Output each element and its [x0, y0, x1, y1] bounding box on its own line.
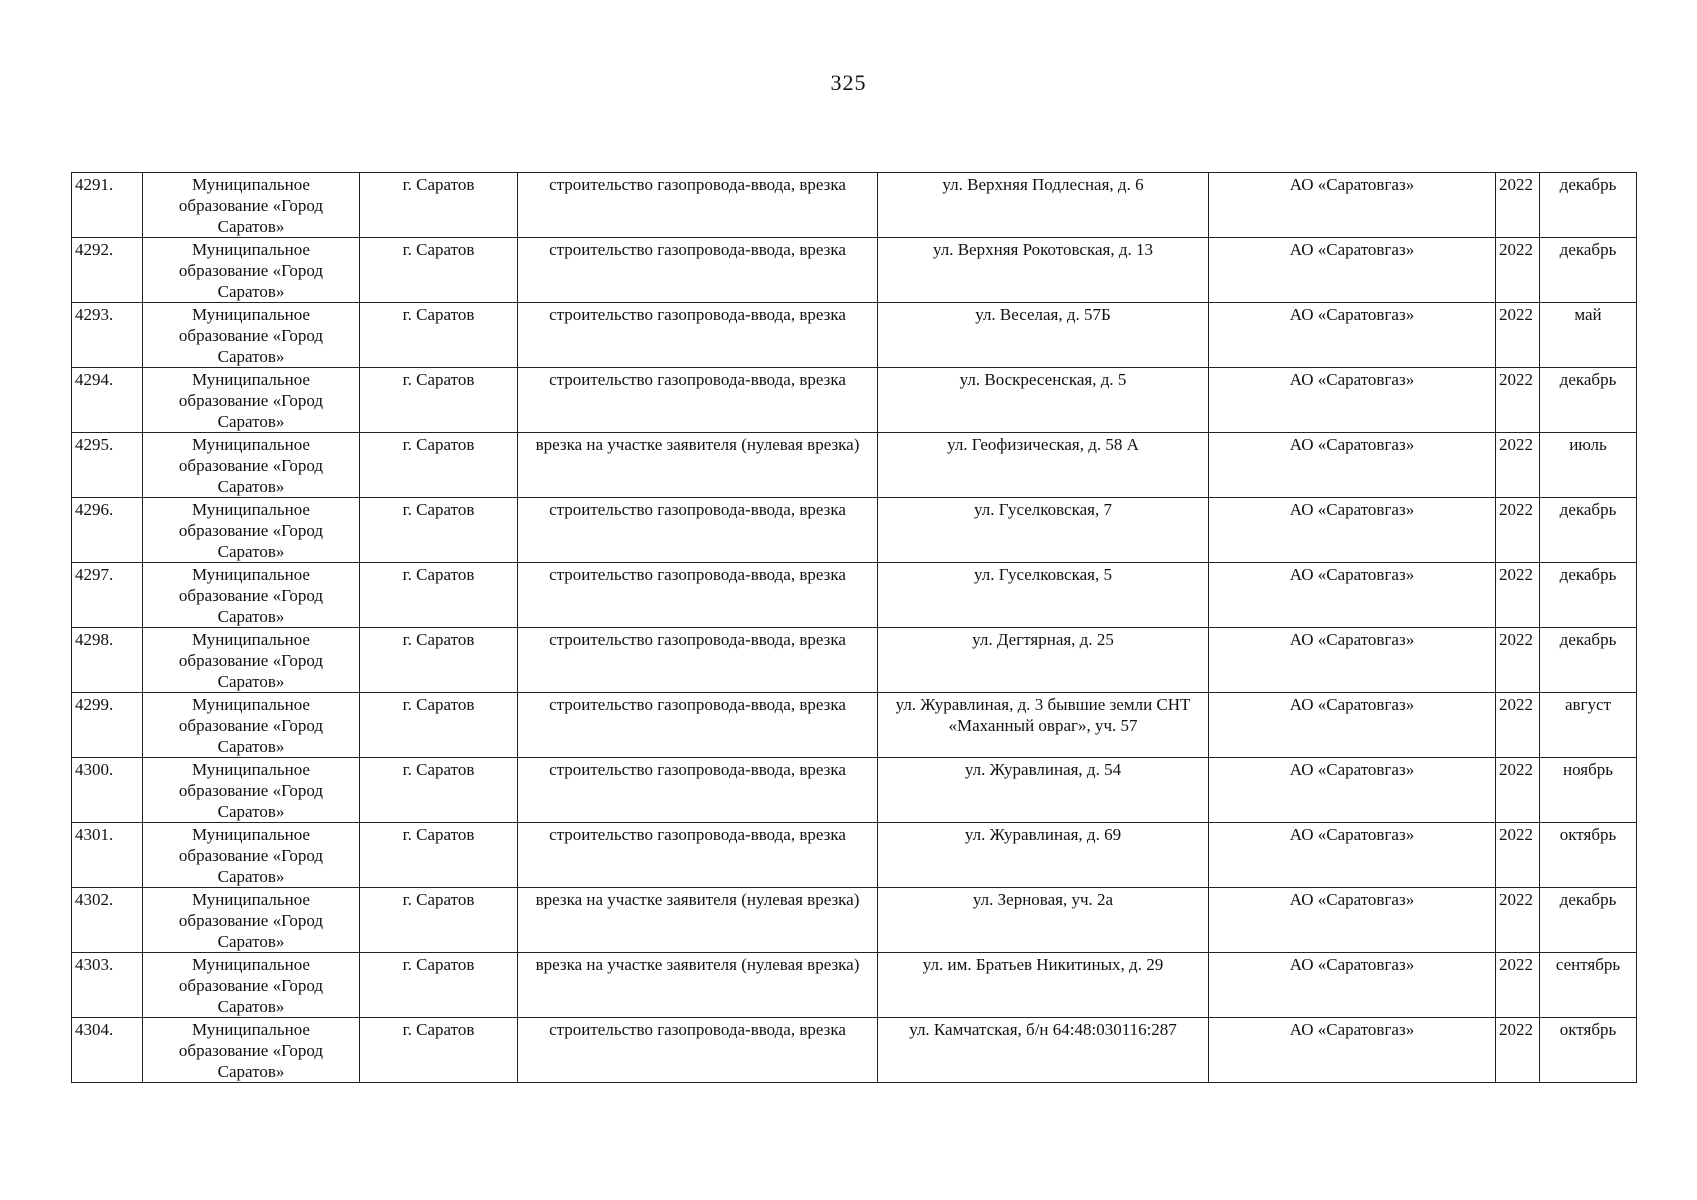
year-cell: 2022	[1496, 303, 1540, 368]
address-cell: ул. им. Братьев Никитиных, д. 29	[878, 953, 1209, 1018]
address-cell: ул. Гуселковская, 5	[878, 563, 1209, 628]
month-cell: июль	[1540, 433, 1637, 498]
settlement-cell: г. Саратов	[360, 173, 518, 238]
month-cell: декабрь	[1540, 628, 1637, 693]
organization-cell: АО «Саратовгаз»	[1209, 953, 1496, 1018]
month-cell: декабрь	[1540, 563, 1637, 628]
row-number: 4297.	[72, 563, 143, 628]
year-cell: 2022	[1496, 628, 1540, 693]
month-cell: декабрь	[1540, 238, 1637, 303]
table-row	[72, 173, 1637, 238]
settlement-cell: г. Саратов	[360, 563, 518, 628]
work-type-cell: строительство газопровода-ввода, врезка	[518, 823, 878, 888]
settlement-cell: г. Саратов	[360, 953, 518, 1018]
month-cell: декабрь	[1540, 498, 1637, 563]
work-type-cell: строительство газопровода-ввода, врезка	[518, 368, 878, 433]
settlement-cell: г. Саратов	[360, 303, 518, 368]
address-cell: ул. Веселая, д. 57Б	[878, 303, 1209, 368]
table-row	[72, 693, 1637, 758]
work-type-cell: строительство газопровода-ввода, врезка	[518, 628, 878, 693]
settlement-cell: г. Саратов	[360, 823, 518, 888]
gasification-register-table	[71, 172, 1637, 1083]
municipality-cell: Муниципальное образование «Город Саратов»	[143, 628, 360, 693]
settlement-cell: г. Саратов	[360, 888, 518, 953]
work-type-cell: врезка на участке заявителя (нулевая врезка)	[518, 433, 878, 498]
table-row	[72, 758, 1637, 823]
municipality-cell: Муниципальное образование «Город Саратов»	[143, 498, 360, 563]
organization-cell: АО «Саратовгаз»	[1209, 498, 1496, 563]
year-cell: 2022	[1496, 1018, 1540, 1083]
municipality-cell: Муниципальное образование «Город Саратов»	[143, 368, 360, 433]
municipality-cell: Муниципальное образование «Город Саратов»	[143, 953, 360, 1018]
row-number: 4302.	[72, 888, 143, 953]
month-cell: декабрь	[1540, 888, 1637, 953]
municipality-cell: Муниципальное образование «Город Саратов»	[143, 563, 360, 628]
organization-cell: АО «Саратовгаз»	[1209, 563, 1496, 628]
municipality-cell: Муниципальное образование «Город Саратов»	[143, 823, 360, 888]
municipality-cell: Муниципальное образование «Город Саратов»	[143, 1018, 360, 1083]
work-type-cell: строительство газопровода-ввода, врезка	[518, 498, 878, 563]
address-cell: ул. Дегтярная, д. 25	[878, 628, 1209, 693]
settlement-cell: г. Саратов	[360, 758, 518, 823]
row-number: 4299.	[72, 693, 143, 758]
address-cell: ул. Верхняя Подлесная, д. 6	[878, 173, 1209, 238]
municipality-cell: Муниципальное образование «Город Саратов»	[143, 888, 360, 953]
work-type-cell: строительство газопровода-ввода, врезка	[518, 758, 878, 823]
settlement-cell: г. Саратов	[360, 498, 518, 563]
table-row	[72, 953, 1637, 1018]
year-cell: 2022	[1496, 368, 1540, 433]
year-cell: 2022	[1496, 693, 1540, 758]
municipality-cell: Муниципальное образование «Город Саратов»	[143, 238, 360, 303]
month-cell: декабрь	[1540, 368, 1637, 433]
municipality-cell: Муниципальное образование «Город Саратов»	[143, 758, 360, 823]
organization-cell: АО «Саратовгаз»	[1209, 823, 1496, 888]
settlement-cell: г. Саратов	[360, 368, 518, 433]
row-number: 4300.	[72, 758, 143, 823]
year-cell: 2022	[1496, 563, 1540, 628]
table-row	[72, 368, 1637, 433]
year-cell: 2022	[1496, 238, 1540, 303]
month-cell: сентябрь	[1540, 953, 1637, 1018]
address-cell: ул. Гуселковская, 7	[878, 498, 1209, 563]
address-cell: ул. Верхняя Рокотовская, д. 13	[878, 238, 1209, 303]
table-row	[72, 823, 1637, 888]
month-cell: август	[1540, 693, 1637, 758]
table-row	[72, 563, 1637, 628]
year-cell: 2022	[1496, 758, 1540, 823]
organization-cell: АО «Саратовгаз»	[1209, 628, 1496, 693]
municipality-cell: Муниципальное образование «Город Саратов»	[143, 433, 360, 498]
organization-cell: АО «Саратовгаз»	[1209, 888, 1496, 953]
year-cell: 2022	[1496, 498, 1540, 563]
organization-cell: АО «Саратовгаз»	[1209, 303, 1496, 368]
year-cell: 2022	[1496, 953, 1540, 1018]
year-cell: 2022	[1496, 888, 1540, 953]
month-cell: май	[1540, 303, 1637, 368]
address-cell: ул. Журавлиная, д. 69	[878, 823, 1209, 888]
month-cell: октябрь	[1540, 1018, 1637, 1083]
row-number: 4304.	[72, 1018, 143, 1083]
settlement-cell: г. Саратов	[360, 238, 518, 303]
municipality-cell: Муниципальное образование «Город Саратов»	[143, 173, 360, 238]
row-number: 4298.	[72, 628, 143, 693]
table-row	[72, 628, 1637, 693]
settlement-cell: г. Саратов	[360, 1018, 518, 1083]
organization-cell: АО «Саратовгаз»	[1209, 1018, 1496, 1083]
table-row	[72, 433, 1637, 498]
organization-cell: АО «Саратовгаз»	[1209, 433, 1496, 498]
work-type-cell: строительство газопровода-ввода, врезка	[518, 1018, 878, 1083]
municipality-cell: Муниципальное образование «Город Саратов»	[143, 303, 360, 368]
work-type-cell: строительство газопровода-ввода, врезка	[518, 173, 878, 238]
work-type-cell: строительство газопровода-ввода, врезка	[518, 303, 878, 368]
address-cell: ул. Геофизическая, д. 58 А	[878, 433, 1209, 498]
month-cell: октябрь	[1540, 823, 1637, 888]
page-number: 325	[830, 70, 867, 95]
settlement-cell: г. Саратов	[360, 433, 518, 498]
year-cell: 2022	[1496, 173, 1540, 238]
address-cell: ул. Камчатская, б/н 64:48:030116:287	[878, 1018, 1209, 1083]
address-cell: ул. Журавлиная, д. 54	[878, 758, 1209, 823]
address-cell: ул. Журавлиная, д. 3 бывшие земли СНТ «Маханный овраг», уч. 57	[878, 693, 1209, 758]
settlement-cell: г. Саратов	[360, 693, 518, 758]
organization-cell: АО «Саратовгаз»	[1209, 173, 1496, 238]
organization-cell: АО «Саратовгаз»	[1209, 693, 1496, 758]
address-cell: ул. Воскресенская, д. 5	[878, 368, 1209, 433]
settlement-cell: г. Саратов	[360, 628, 518, 693]
table-row	[72, 498, 1637, 563]
month-cell: ноябрь	[1540, 758, 1637, 823]
organization-cell: АО «Саратовгаз»	[1209, 238, 1496, 303]
work-type-cell: строительство газопровода-ввода, врезка	[518, 238, 878, 303]
work-type-cell: врезка на участке заявителя (нулевая врезка)	[518, 953, 878, 1018]
year-cell: 2022	[1496, 433, 1540, 498]
municipality-cell: Муниципальное образование «Город Саратов»	[143, 693, 360, 758]
row-number: 4293.	[72, 303, 143, 368]
row-number: 4291.	[72, 173, 143, 238]
work-type-cell: строительство газопровода-ввода, врезка	[518, 563, 878, 628]
month-cell: декабрь	[1540, 173, 1637, 238]
address-cell: ул. Зерновая, уч. 2а	[878, 888, 1209, 953]
table-row	[72, 1018, 1637, 1083]
row-number: 4292.	[72, 238, 143, 303]
row-number: 4296.	[72, 498, 143, 563]
year-cell: 2022	[1496, 823, 1540, 888]
table-body	[72, 173, 1637, 1083]
work-type-cell: строительство газопровода-ввода, врезка	[518, 693, 878, 758]
table-row	[72, 888, 1637, 953]
organization-cell: АО «Саратовгаз»	[1209, 758, 1496, 823]
row-number: 4303.	[72, 953, 143, 1018]
table-row	[72, 238, 1637, 303]
organization-cell: АО «Саратовгаз»	[1209, 368, 1496, 433]
row-number: 4294.	[72, 368, 143, 433]
row-number: 4301.	[72, 823, 143, 888]
table-row	[72, 303, 1637, 368]
work-type-cell: врезка на участке заявителя (нулевая врезка)	[518, 888, 878, 953]
row-number: 4295.	[72, 433, 143, 498]
